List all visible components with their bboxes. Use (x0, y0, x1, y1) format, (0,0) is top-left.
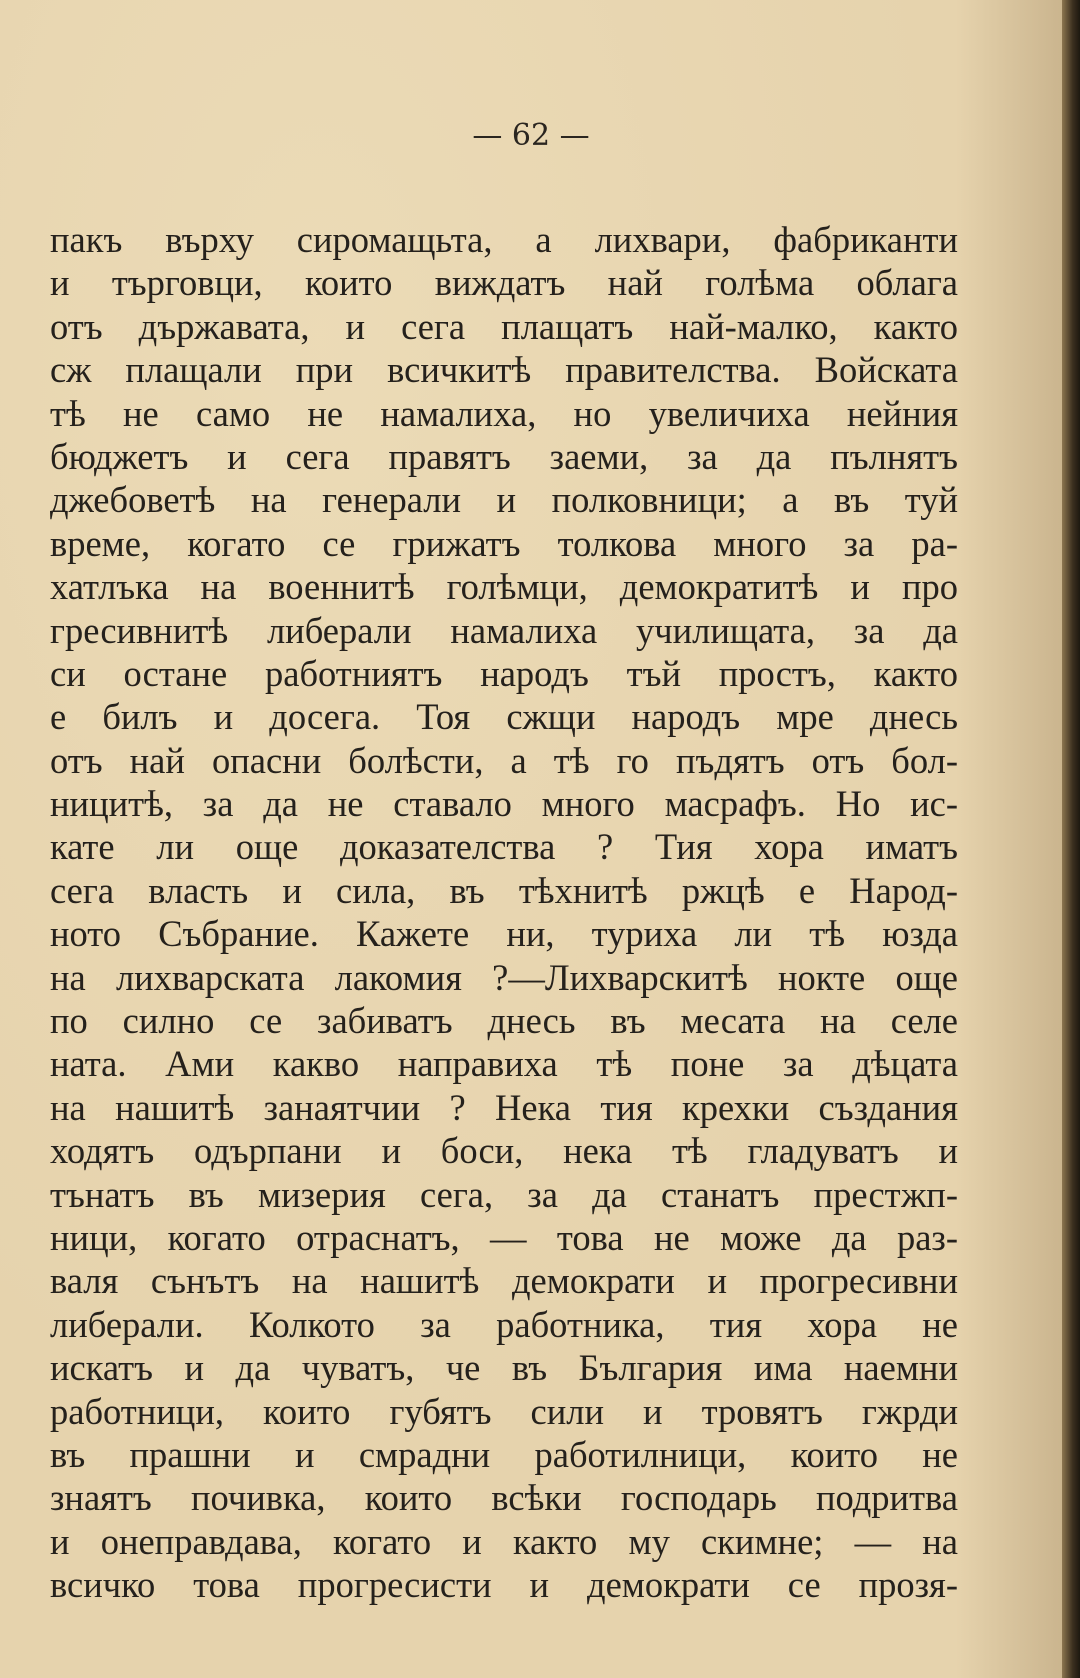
page-number: — 62 — (472, 118, 590, 153)
text-line: на нашитѣ занаятчии ? Нека тия крехки създания (50, 1086, 958, 1128)
text-line: либерали. Колкото за работника, тия хора не (50, 1303, 958, 1345)
text-line: искатъ и да чуватъ, че въ България има наемни (50, 1347, 958, 1389)
text-line: отъ държавата, и сега плащатъ най-малко, както (50, 305, 958, 347)
text-line: джебоветѣ на генерали и полковници; а въ туй (50, 479, 958, 521)
text-line: време, когато се грижатъ толкова много за ра- (50, 522, 958, 564)
text-line: сж плащали при всичкитѣ правителства. Войската (50, 349, 958, 391)
text-line: ходятъ одърпани и боси, нека тѣ гладуватъ и (50, 1130, 958, 1172)
text-line: хатлъка на военнитѣ голѣмци, демократитѣ и про (50, 566, 958, 608)
text-line: и онеправдава, когато и както му скимне; — на (50, 1520, 958, 1562)
text-line: ницитѣ, за да не ставало много масрафъ. Но ис- (50, 783, 958, 825)
text-line: и търговци, които виждатъ най голѣма облага (50, 262, 958, 304)
text-line: си остане работниятъ народъ тъй простъ, както (50, 652, 958, 694)
text-line: кате ли още доказателства ? Тия хора иматъ (50, 826, 958, 868)
text-line: по силно се забиватъ днесь въ месата на селе (50, 1000, 958, 1042)
text-line: тънатъ въ мизерия сега, за да станатъ престжп- (50, 1173, 958, 1215)
text-line: всичко това прогресисти и демократи се прозя- (50, 1564, 958, 1606)
text-line: тѣ не само не намалиха, но увеличиха нейния (50, 392, 958, 434)
text-line: ното Събрание. Кажете ни, туриха ли тѣ юзда (50, 913, 958, 955)
page-edge-shadow (1062, 0, 1080, 1678)
text-line: ници, когато отраснатъ, — това не може да раз- (50, 1216, 958, 1258)
text-line: въ прашни и смрадни работилници, които не (50, 1433, 958, 1475)
text-line: валя сънътъ на нашитѣ демократи и прогресивни (50, 1260, 958, 1302)
body-text (50, 218, 958, 1607)
text-line: сега власть и сила, въ тѣхнитѣ ржцѣ е Народ- (50, 869, 958, 911)
text-line: пакъ върху сиромащьта, а лихвари, фабриканти (50, 219, 958, 260)
text-line: работници, които губятъ сили и тровятъ гжрди (50, 1390, 958, 1432)
text-line: знаятъ почивка, които всѣки господарь подритва (50, 1477, 958, 1519)
text-line: ната. Ами какво направиха тѣ поне за дѣцата (50, 1043, 958, 1085)
text-line: отъ най опасни болѣсти, а тѣ го пъдятъ отъ бол- (50, 739, 958, 781)
text-line: на лихварската лакомия ?—Лихварскитѣ нокте още (50, 956, 958, 998)
text-line: гресивнитѣ либерали намалиха училищата, за да (50, 609, 958, 651)
text-line: бюджетъ и сега правятъ заеми, за да пълнятъ (50, 435, 958, 477)
text-line: е билъ и досега. Тоя сжщи народъ мре днесь (50, 696, 958, 738)
